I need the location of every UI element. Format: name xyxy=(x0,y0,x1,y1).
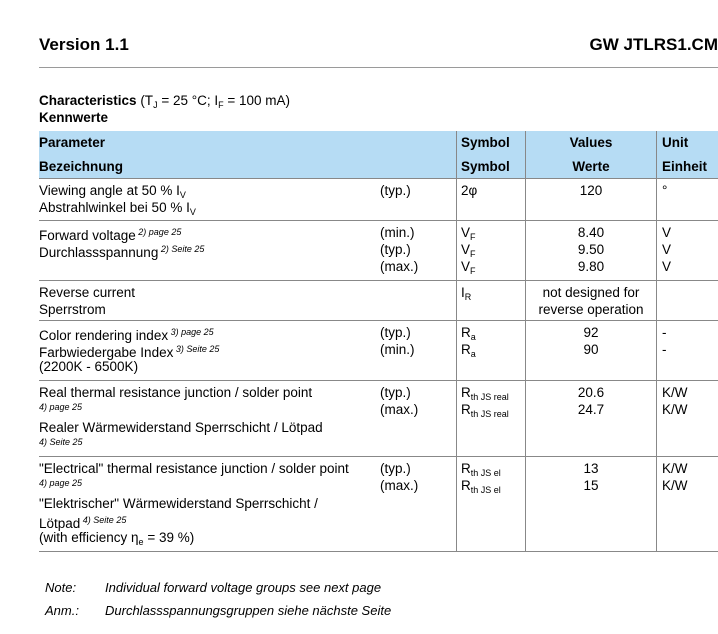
footnote-ref: 4) page 25 xyxy=(39,478,83,488)
header-divider xyxy=(39,67,718,68)
symbol-cell xyxy=(461,324,525,358)
symbol-text xyxy=(461,241,525,258)
unit-text: K/W xyxy=(662,461,688,476)
condition-cell xyxy=(380,182,450,199)
conditions-text: = 100 mA) xyxy=(223,93,291,108)
param-text: Abstrahlwinkel bei 50 % I xyxy=(39,200,190,215)
param-text: Color rendering index xyxy=(39,328,169,343)
symbol-base: V xyxy=(461,225,471,240)
symbol-text xyxy=(461,460,525,477)
section-title xyxy=(39,93,290,110)
param-text xyxy=(39,324,377,341)
unit-text: V xyxy=(662,259,672,274)
param-cell xyxy=(39,384,377,448)
symbol-cell xyxy=(461,460,525,494)
product-code: GW JTLRS1.CM xyxy=(589,35,718,54)
symbol-text xyxy=(461,258,525,275)
unit-text: K/W xyxy=(662,478,688,493)
footnote-ref: 4) Seite 25 xyxy=(80,515,127,525)
table-row xyxy=(39,321,718,381)
param-cell xyxy=(39,284,377,318)
symbol-cell xyxy=(461,182,525,199)
subscript: V xyxy=(179,190,186,200)
section-subtitle: Kennwerte xyxy=(39,110,109,125)
condition-text: (max.) xyxy=(380,478,419,493)
value-text: 15 xyxy=(583,478,599,493)
header-text: Bezeichnung xyxy=(39,159,124,174)
column-divider xyxy=(525,131,526,552)
symbol-text xyxy=(461,401,525,418)
param-cell xyxy=(39,460,377,546)
param-cell xyxy=(39,182,377,216)
header-parameter xyxy=(39,131,377,179)
symbol-base: R xyxy=(461,342,471,357)
value-cell xyxy=(526,284,656,318)
condition-text: (typ.) xyxy=(380,183,411,198)
symbol-base: I xyxy=(461,285,465,300)
table-row xyxy=(39,381,718,457)
condition-cell xyxy=(380,224,450,275)
header-text: Parameter xyxy=(39,135,106,150)
subscript: th JS real xyxy=(470,392,509,402)
param-text: (with efficiency η xyxy=(39,530,139,545)
subscript: a xyxy=(470,332,476,342)
param-text: Viewing angle at 50 % I xyxy=(39,183,180,198)
condition-text: (typ.) xyxy=(380,461,411,476)
value-text: reverse operation xyxy=(538,302,644,317)
param-text xyxy=(39,241,377,258)
param-text xyxy=(39,224,377,241)
value-text: 9.50 xyxy=(577,242,605,257)
param-text: Lötpad xyxy=(39,516,81,531)
table-row xyxy=(39,457,718,552)
param-text: "Elektrischer" Wärmewiderstand Sperrschicht / xyxy=(39,496,318,511)
header-text: Symbol xyxy=(461,135,510,150)
condition-text: (typ.) xyxy=(380,325,411,340)
unit-text: V xyxy=(662,225,672,240)
unit-cell xyxy=(662,460,718,494)
param-text xyxy=(39,341,377,358)
param-text: Reverse current xyxy=(39,285,136,300)
value-cell xyxy=(526,460,656,494)
value-text: 92 xyxy=(583,325,599,340)
subscript: F xyxy=(470,249,476,259)
symbol-base: R xyxy=(461,325,471,340)
param-cell xyxy=(39,324,377,375)
unit-text: - xyxy=(662,325,667,340)
value-cell xyxy=(526,384,656,418)
footnote-ref: 4) page 25 xyxy=(39,402,83,412)
value-text: 8.40 xyxy=(577,225,605,240)
condition-text: (min.) xyxy=(380,342,415,357)
conditions-text: = 25 °C; I xyxy=(157,93,219,108)
column-divider xyxy=(456,131,457,552)
footnote-ref: 2) page 25 xyxy=(135,227,182,237)
conditions-text: (T xyxy=(136,93,154,108)
value-text: 24.7 xyxy=(577,402,605,417)
symbol-cell xyxy=(461,384,525,418)
param-text: "Electrical" thermal resistance junction / solder point xyxy=(39,461,349,476)
unit-text: V xyxy=(662,242,672,257)
param-text: Realer Wärmewiderstand Sperrschicht / Lötpad xyxy=(39,420,323,435)
symbol-base: R xyxy=(461,385,471,400)
unit-text: ° xyxy=(662,183,668,198)
subscript: a xyxy=(470,349,476,359)
subscript: th JS real xyxy=(470,409,509,419)
footnote-ref: 3) page 25 xyxy=(168,327,214,337)
subscript: th JS el xyxy=(470,468,501,478)
symbol-text xyxy=(461,224,525,241)
symbol-base: R xyxy=(461,478,471,493)
condition-text: (max.) xyxy=(380,402,419,417)
unit-text: - xyxy=(662,342,667,357)
symbol-text xyxy=(461,341,525,358)
condition-cell xyxy=(380,324,450,358)
value-text: 9.80 xyxy=(577,259,605,274)
note-label: Note: xyxy=(45,580,77,595)
param-text: = 39 %) xyxy=(143,530,195,545)
header-text: Unit xyxy=(662,135,689,150)
page-header xyxy=(39,35,718,55)
table-row xyxy=(39,281,718,321)
column-divider xyxy=(656,131,657,552)
param-text: Forward voltage xyxy=(39,228,136,243)
characteristics-table xyxy=(39,131,718,552)
subscript: e xyxy=(138,537,144,547)
condition-text: (min.) xyxy=(380,225,415,240)
table-header-row xyxy=(39,131,718,179)
param-text xyxy=(39,512,377,529)
param-text: (2200K - 6500K) xyxy=(39,359,139,374)
unit-cell xyxy=(662,182,718,199)
param-cell xyxy=(39,224,377,258)
condition-cell xyxy=(380,460,450,494)
condition-text: (max.) xyxy=(380,259,419,274)
value-text: 13 xyxy=(583,461,599,476)
symbol-text xyxy=(461,384,525,401)
value-cell xyxy=(526,224,656,275)
header-text: Werte xyxy=(572,159,610,174)
symbol-text: 2φ xyxy=(461,183,478,198)
symbol-text xyxy=(461,477,525,494)
symbol-cell xyxy=(461,284,525,301)
table-row xyxy=(39,221,718,281)
param-text: Sperrstrom xyxy=(39,302,106,317)
header-symbol xyxy=(461,131,525,179)
value-text: 120 xyxy=(579,183,603,198)
symbol-text xyxy=(461,324,525,341)
unit-cell xyxy=(662,384,718,418)
condition-cell xyxy=(380,384,450,418)
unit-cell xyxy=(662,324,718,358)
footnote-ref: 4) Seite 25 xyxy=(39,437,83,447)
symbol-base: V xyxy=(461,242,471,257)
unit-text: K/W xyxy=(662,402,688,417)
param-text xyxy=(39,182,377,199)
unit-cell xyxy=(662,224,718,275)
symbol-base: R xyxy=(461,402,471,417)
note-label: Anm.: xyxy=(45,603,79,618)
param-text: Durchlassspannung xyxy=(39,245,159,260)
header-text: Values xyxy=(569,135,613,150)
subscript: th JS el xyxy=(470,485,501,495)
symbol-text xyxy=(461,284,525,301)
value-text: 20.6 xyxy=(577,385,605,400)
footnote-ref: 2) Seite 25 xyxy=(158,244,205,254)
header-text: Symbol xyxy=(461,159,510,174)
header-text: Einheit xyxy=(662,159,708,174)
header-values xyxy=(526,131,656,179)
version-label: Version 1.1 xyxy=(39,35,129,54)
subscript: F xyxy=(470,266,476,276)
condition-text: (typ.) xyxy=(380,385,411,400)
symbol-base: V xyxy=(461,259,471,274)
section-title-bold: Characteristics xyxy=(39,93,137,108)
if-subscript: F xyxy=(218,100,224,110)
subscript: V xyxy=(189,207,196,217)
value-text: not designed for xyxy=(542,285,640,300)
param-text: Farbwiedergabe Index xyxy=(39,345,174,360)
param-text xyxy=(39,199,377,216)
subscript: R xyxy=(464,292,472,302)
table-row xyxy=(39,179,718,221)
symbol-cell xyxy=(461,224,525,275)
symbol-base: R xyxy=(461,461,471,476)
value-cell xyxy=(526,324,656,358)
note-text: Durchlassspannungsgruppen siehe nächste Seite xyxy=(105,603,392,618)
unit-text: K/W xyxy=(662,385,688,400)
tj-subscript: J xyxy=(153,100,158,110)
param-text xyxy=(39,529,377,546)
param-text: Real thermal resistance junction / solder point xyxy=(39,385,313,400)
header-unit xyxy=(662,131,718,179)
value-cell xyxy=(526,182,656,199)
value-text: 90 xyxy=(583,342,599,357)
note-text: Individual forward voltage groups see next page xyxy=(105,580,382,595)
condition-text: (typ.) xyxy=(380,242,411,257)
subscript: F xyxy=(470,232,476,242)
footnote-ref: 3) Seite 25 xyxy=(173,344,220,354)
